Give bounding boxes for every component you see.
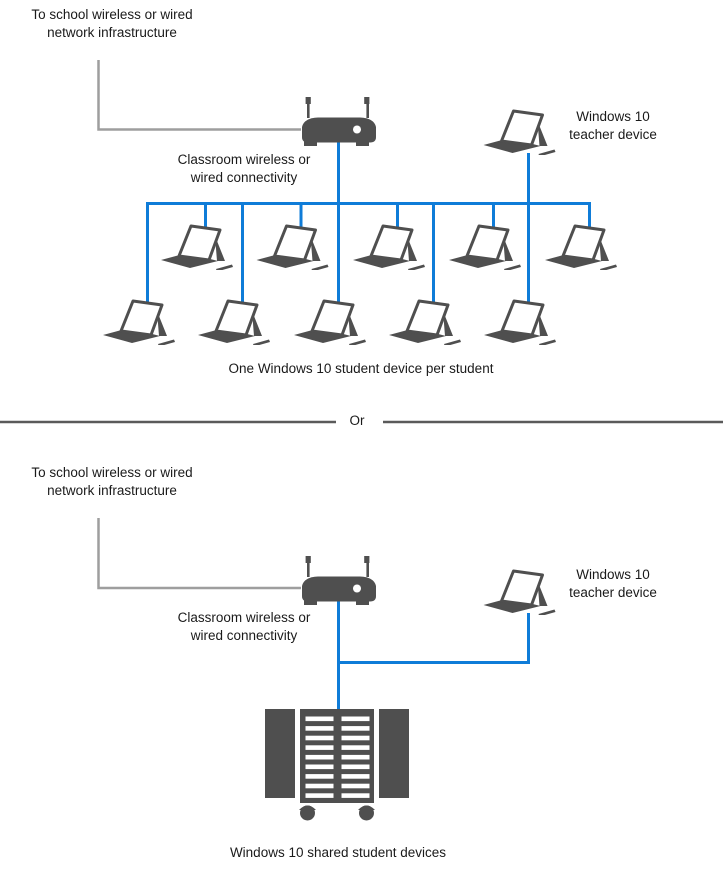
cart-slat [342, 755, 370, 760]
student-device-icon [545, 226, 617, 272]
label-line: Or [349, 413, 365, 428]
label-line: Classroom wireless or [177, 152, 311, 167]
label-line: To school wireless or wired [31, 465, 193, 480]
cart-wheel [300, 806, 315, 821]
cart-slat [306, 793, 334, 798]
cart-slat [306, 765, 334, 770]
student-device-grid [103, 202, 617, 347]
caption-text: One Windows 10 student device per student [228, 361, 494, 376]
teacher-device-label-bottom [533, 566, 693, 602]
teacher-device-label-top [533, 108, 693, 144]
student-device-icon [389, 301, 461, 347]
caption-text: Windows 10 shared student devices [229, 845, 447, 860]
student-device-icon [353, 226, 425, 272]
cart-slat [306, 774, 334, 779]
cart-slat [342, 717, 370, 722]
infrastructure-label-top [2, 6, 222, 42]
student-device-icon [484, 301, 556, 347]
bottom-diagram [99, 518, 556, 821]
cart-slat [342, 793, 370, 798]
label-line: teacher device [569, 585, 657, 600]
device-cart-icon [265, 709, 409, 821]
wireless-router-icon [302, 556, 376, 605]
label-line: Windows 10 [576, 567, 650, 582]
connectivity-label-bottom [134, 609, 354, 645]
student-device-icon [161, 226, 233, 272]
uplink-wire [99, 60, 302, 130]
infrastructure-label-bottom [2, 464, 222, 500]
connectivity-label-top [134, 151, 354, 187]
cart-slat [306, 717, 334, 722]
cart-slat [306, 736, 334, 741]
label-line: Classroom wireless or [177, 610, 311, 625]
student-device-icon [294, 301, 366, 347]
label-line: wired connectivity [190, 170, 298, 185]
cart-slat [342, 774, 370, 779]
label-line: wired connectivity [190, 628, 298, 643]
label-line: Windows 10 [576, 109, 650, 124]
wireless-router-icon [302, 97, 376, 146]
top-diagram [99, 60, 618, 347]
cart-slat [342, 765, 370, 770]
student-device-icon [449, 226, 521, 272]
label-line: network infrastructure [47, 25, 177, 40]
label-line: teacher device [569, 127, 657, 142]
or-label [317, 412, 397, 430]
student-device-icon [103, 301, 175, 347]
student-device-icon [198, 301, 270, 347]
cart-slat [306, 784, 334, 789]
cart-slat [306, 745, 334, 750]
caption-top [151, 360, 571, 378]
cart-slat [342, 726, 370, 731]
student-device-icon [257, 226, 329, 272]
label-line: network infrastructure [47, 483, 177, 498]
cart-slat [342, 736, 370, 741]
cart-wheel [359, 806, 374, 821]
cart-slat [306, 726, 334, 731]
cart-slat [342, 784, 370, 789]
label-line: To school wireless or wired [31, 7, 193, 22]
cart-slat [306, 755, 334, 760]
uplink-wire [99, 518, 302, 588]
cart-slat [342, 745, 370, 750]
teacher-branch-wire [337, 613, 529, 663]
caption-bottom [128, 844, 548, 862]
